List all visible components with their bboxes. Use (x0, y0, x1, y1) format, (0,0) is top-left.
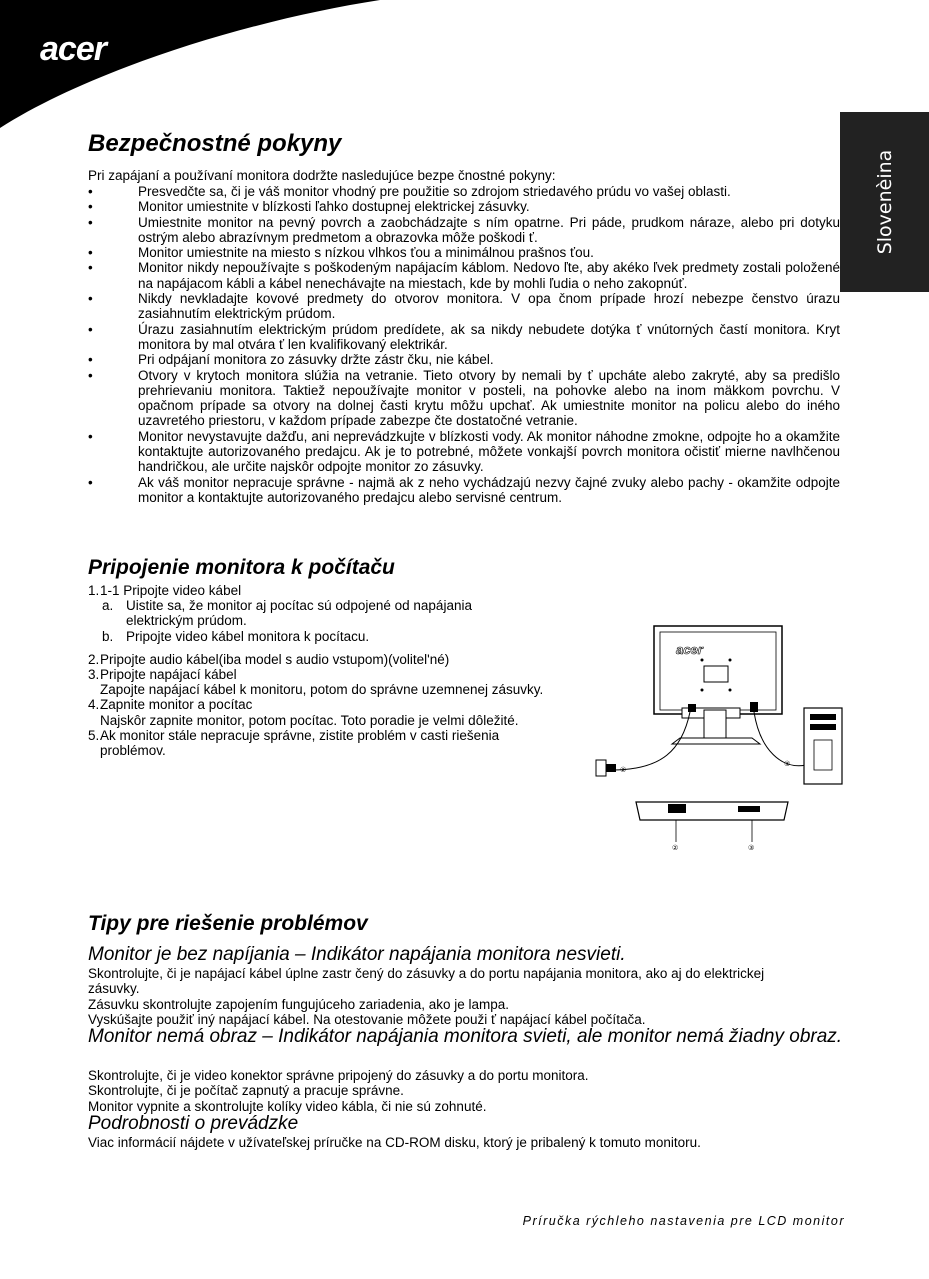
details-text: Viac informácií nájdete v užívateľskej príručke na CD-ROM disku, ktorý je pribalený k tomuto monitoru. (88, 1135, 701, 1150)
connect-title: Pripojenie monitora k počítaču (88, 556, 395, 579)
safety-item: • Monitor nevystavujte dažďu, ani neprevádzkujte v blízkosti vody. Ak monitor náhodne zmokne, odpojte ho a okamžite kontaktujte autorizovaného predajcu. Ak je to potrebné, môžete vonkajší povrch monitora očistiť mierne navlhčenou handričkou, ale určite najskôr odpojte monitor zo zásuvky. (88, 429, 840, 475)
language-tab (840, 112, 929, 292)
step-1 (88, 583, 548, 598)
step-5 (88, 728, 548, 758)
step-text: Pripojte napájací kábel (100, 667, 237, 683)
connect-steps (88, 583, 548, 758)
power-heading: Monitor je bez napíjania – Indikátor napájania monitora nesvieti. (88, 944, 626, 965)
safety-item: • Ak váš monitor nepracuje správne - najmä ak z neho vychádzajú nezvy čajné zvuky alebo pachy - okamžite odpojte monitor a kontaktujte autorizovaného predajcu alebo servisné centrum. (88, 475, 840, 506)
power-line: Zásuvku skontrolujte zapojením fungujúceho zariadenia, ako je lampa. (88, 996, 509, 1012)
trouble-title: Tipy pre riešenie problémov (88, 912, 368, 935)
language-tab-label: Slovenèina (873, 149, 896, 255)
step-3 (88, 667, 548, 697)
power-line: Skontrolujte, či je napájací kábel úplne zastr čený do zásuvky a do portu napájania monitora, ako aj do elektrickej zásuvky. (88, 966, 765, 997)
power-lines (88, 966, 808, 1027)
safety-title: Bezpečnostné pokyny (88, 130, 342, 157)
safety-item: • Úrazu zasiahnutím elektrickým prúdom predídete, ak sa nikdy nebudete dotýka ť vnútorných častí monitora. Kryt monitora by mal otvára ť len kvalifikovaný elektrikár. (88, 322, 840, 353)
diagram-label-2: ② (620, 766, 627, 774)
sub-text: Pripojte video kábel monitora k pocítacu. (126, 628, 370, 644)
header-swoosh (0, 0, 400, 140)
safety-item: • Monitor umiestnite na miesto s nízkou vlhkos ťou a minimálnou prašnos ťou. (88, 245, 840, 260)
step-text: Ak monitor stále nepracuje správne, zistite problém v casti riešenia problémov. (100, 727, 500, 759)
safety-item: • Monitor nikdy nepoužívajte s poškodeným napájacím káblom. Nedovo ľte, aby akéko ľvek predmety zostali položené na napájacom kábli a kábel nenechávajte na miestach, kde by mohli ľudia o neho zakopnúť. (88, 260, 840, 291)
image-line: Skontrolujte, či je video konektor správne pripojený do zásuvky a do portu monitora. (88, 1068, 589, 1083)
safety-item: • Monitor umiestnite v blízkosti ľahko dostupnej elektrickej zásuvky. (88, 199, 840, 214)
step-detail: Najskôr zapnite monitor, potom pocítac. Toto poradie je velmi dôležité. (100, 712, 519, 728)
safety-intro: Pri zapájaní a používaní monitora dodržte nasledujúce bezpe čnostné pokyny: (88, 168, 556, 183)
safety-item: • Pri odpájaní monitora zo zásuvky držte zástr čku, nie kábel. (88, 352, 840, 367)
monitor-body (654, 626, 782, 714)
step-4 (88, 697, 548, 727)
step-2 (88, 652, 548, 667)
step-number: 3. (88, 667, 100, 683)
step-number: 1. (88, 583, 100, 598)
sub-letter: b. (102, 628, 114, 644)
safety-item: • Otvory v krytoch monitora slúžia na vetranie. Tieto otvory by nemali by ť upcháte alebo zakryté, aby sa predišlo prehrievaniu monitora. Taktiež nepoužívajte monitor v posteli, na pohovke alebo na inom mäkkom povrchu. V opačnom prípade sa otvory na dolnej časti krytu môžu upchať. Ak umiestnite monitor na policu alebo do iného uzavretého priestoru, v každom prípade zabezpe čte dostatočné vetranie. (88, 368, 840, 429)
safety-item: • Umiestnite monitor na pevný povrch a zaobchádzajte s ním opatrne. Pri páde, prudkom náraze, alebo pri dotyku ostrým alebo abrazívnym predmetom a obrazovka môže poškodi ť. (88, 215, 840, 246)
footer-text: Príručka rýchleho nastavenia pre LCD monitor (522, 1214, 845, 1228)
safety-item: • Presvedčte sa, či je váš monitor vhodný pre použitie so zdrojom striedavého prúdu vo vašej oblasti. (88, 184, 840, 199)
power-line: Vyskúšajte použiť iný napájací kábel. Na otestovanie môžete použi ť napájací kábel počítača. (88, 1011, 646, 1027)
diagram-label-2-bottom: ② (672, 844, 679, 852)
image-lines (88, 1068, 808, 1114)
step-number: 4. (88, 697, 100, 713)
wall-socket (596, 760, 606, 776)
monitor-base-bottom (636, 802, 788, 820)
step-detail: Zapojte napájací kábel k monitoru, potom do správne uzemnenej zásuvky. (100, 682, 544, 698)
image-line: Monitor vypnite a skontrolujte kolíky video kábla, či nie sú zohnuté. (88, 1098, 487, 1114)
step-text: 1-1 Pripojte video kábel (100, 583, 242, 598)
step-text: Pripojte audio kábel(iba model s audio vstupom)(volitel'né) (100, 651, 450, 667)
safety-list (88, 184, 840, 505)
sub-letter: a. (102, 598, 114, 614)
details-heading: Podrobnosti o prevádzke (88, 1113, 299, 1134)
step-text: Zapnite monitor a pocítac (100, 697, 253, 713)
diagram-label-3-bottom: ③ (748, 844, 755, 852)
safety-item: • Nikdy nevkladajte kovové predmety do otvorov monitora. V opa čnom prípade hrozí nebezpe čenstvo úrazu zasiahnutím elektrickým prúdom. (88, 291, 840, 322)
diagram-acer-logo: acer (676, 642, 703, 657)
acer-logo: acer (40, 30, 106, 68)
diagram-label-3: ③ (784, 760, 791, 768)
step-1a (88, 598, 548, 628)
image-line: Skontrolujte, či je počítač zapnutý a pracuje správne. (88, 1083, 404, 1099)
connection-diagram (592, 620, 852, 855)
step-1b (88, 629, 548, 644)
image-heading: Monitor nemá obraz – Indikátor napájania monitora svieti, ale monitor nemá žiadny obraz. (88, 1026, 843, 1047)
step-number: 5. (88, 727, 100, 743)
step-number: 2. (88, 651, 100, 667)
sub-text: Uistite sa, že monitor aj pocítac sú odpojené od napájania elektrickým prúdom. (126, 598, 472, 629)
